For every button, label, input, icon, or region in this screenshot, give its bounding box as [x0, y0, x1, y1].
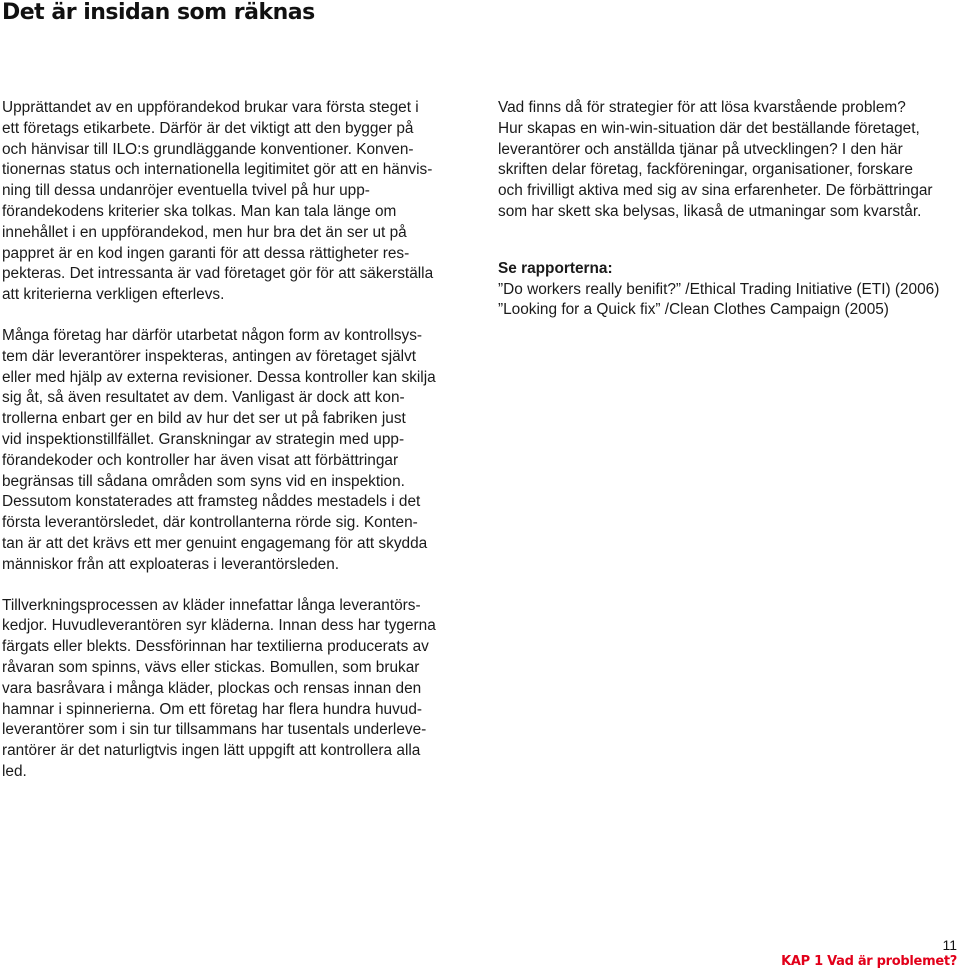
page-title: Det är insidan som räknas: [2, 0, 315, 25]
right-column: [498, 98, 960, 321]
body-paragraph-3: Tillverkningsprocessen av kläder innefattar långa leverantörs- kedjor. Huvudleverantören syr kläderna. Innan dess har tygerna färgats eller blekts. Dessförinnan har textilierna producerats av råvaran som spinns, vävs eller stickas. Bomullen, som brukar vara basråvara i många kläder, plockas och rensas innan den hamnar i spinnerierna. Om ett företag har flera hundra huvud- leverantörer som i sin tur tillsammans har tusentals underleve- rantörer är det naturligtvis ingen lätt uppgift att kontrollera alla led.: [2, 596, 436, 780]
reports-list: [498, 280, 960, 322]
body-paragraph-1: Upprättandet av en uppförandekod brukar vara första steget i ett företags etikarbete. Därför är det viktigt att den bygger på och hänvisar till ILO:s grundläggande konventioner. Konven- tionernas status och internationella legitimitet gör att en hänvis- ning till dessa undanröjer eventuella tvivel på hur upp- förandekodens kriterier ska tolkas. Man kan tala länge om innehållet i en uppförandekod, men hur bra det än ser ut på pappret är en kod ingen garanti för att dessa rättigheter res- pekteras. Det intressanta är vad företaget gör för att säkerställa att kriterierna verkligen efterlevs.: [2, 99, 434, 304]
report-item-2: ”Looking for a Quick fix” /Clean Clothes Campaign (2005): [498, 301, 889, 319]
reports-heading: Se rapporterna:: [498, 259, 613, 277]
report-item-1: ”Do workers really benifit?” /Ethical Trading Initiative (ETI) (2006): [498, 280, 940, 298]
page-number: 11: [942, 937, 957, 953]
left-column: [2, 98, 462, 783]
chapter-label: KAP 1 Vad är problemet?: [781, 954, 957, 969]
intro-paragraph: Vad finns då för strategier för att lösa kvarstående problem? Hur skapas en win-win-situation där det beställande företaget, leverantörer och anställda tjänar på utvecklingen? I den här skriften delar företag, fackföreningar, organisationer, forskare och frivilligt aktiva med sig av sina erfarenheter. De förbättringar som har skett ska belysas, likaså de utmaningar som kvarstår.: [498, 99, 933, 220]
body-paragraph-2: Många företag har därför utarbetat någon form av kontrollsys- tem där leverantörer inspekteras, antingen av företaget självt eller med hjälp av externa revisioner. Dessa kontroller kan skilja sig åt, så även resultatet av dem. Vanligast är dock att kon- trollerna enbart ger en bild av hur det ser ut på fabriken just vid inspektionstillfället. Granskningar av strategin med upp- förandekoder och kontroller har även visat att förbättringar begränsas till sådana områden som syns vid en inspektion. Dessutom konstaterades att framsteg nåddes mestadels i det första leverantörsledet, där kontrollanterna rörde sig. Konten- tan är att det krävs ett mer genuint engagemang för att skydda människor från att exploateras i leverantörsleden.: [2, 326, 436, 573]
